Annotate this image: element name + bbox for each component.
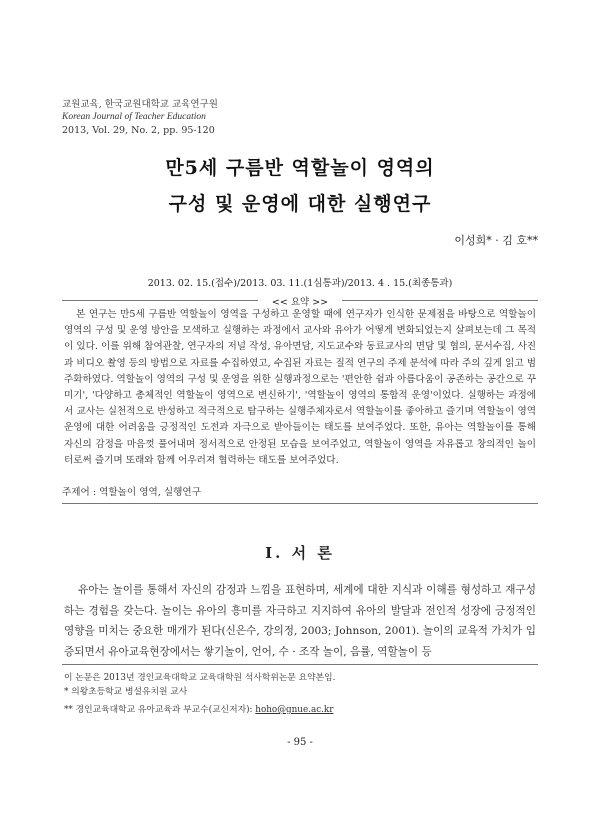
journal-volume: 2013, Vol. 29, No. 2, pp. 95-120 [62,125,215,136]
abstract-rule-right [342,300,538,301]
footnote-3-text: ** 경인교육대학교 유아교육과 부교수(교신저자): [64,705,256,715]
section-title: Ⅰ. 서 론 [265,544,335,562]
footnote-1: 이 논문은 2013년 경인교육대학교 교육대학원 석사학위논문 요약본임. [64,673,336,683]
keywords-divider [62,503,538,504]
page-number: - 95 - [287,737,313,748]
journal-english: Korean Journal of Teacher Education [62,112,206,122]
author-email-link[interactable]: hoho@gnue.ac.kr [255,705,334,715]
footnote-divider [62,664,538,665]
abstract-label: << 요약 >> [271,297,329,308]
abstract-text: 본 연구는 만5세 구름반 역할놀이 영역을 구성하고 운영할 때에 연구자가 인식한 문제점을 바탕으로 역할놀이 영역의 구성 및 운영 방안을 모색하고 실행하는 과정에서 교사와 유아가 어떻게 변화되었는지 살펴보는데 그 목적이 있다. 이를 위해 참여관찰, 연구자의 저널 작성, 유아면담, 지도교수와 동료교사의 면담 및 협의, 문서수집, 사진과 비디오 촬영 등의 방법으로 자료를 수집하였고, 수집된 자료는 질적 연구의 주제 분석에 따라 주의 깊게 읽고 범주화하였다. 역할놀이 영역의 구성 및 운영을 위한 실행과정으로는 '편안한 쉼과 아름다움이 공존하는 공간으로 꾸미기', '다양하고 총체적인 역할놀이 영역으로 변신하기', '역할놀이 영역의 통합적 운영'이었다. 실행하는 과정에서 교사는 실천적으로 반성하고 적극적으로 탐구하는 실행주체자로서 역할놀이를 좋아하고 즐기며 역할놀이 영역 운영에 대한 어려움을 긍정적인 도전과 자극으로 받아들이는 태도를 보여주었다. 또한, 유아는 역할놀이를 통해 자신의 감정을 마음껏 풀어내며 정서적으로 안정된 모습을 보여주었고, 역할놀이 영역을 자유롭고 창의적인 놀이터로써 즐기며 또래와 함께 어우러져 협력하는 태도를 보여주었다. [64,309,537,466]
footnote-2: * 의왕초등학교 병설유치원 교사 [64,687,188,697]
paper-title-line1: 만5세 구름반 역할놀이 영역의 [165,157,435,179]
review-dates: 2013. 02. 15.(접수)/2013. 03. 11.(1심통과)/2013. 4 . 15.(최종통과) [147,278,453,289]
footnote-3 [64,702,333,715]
body-paragraph: 유아는 놀이를 통해서 자신의 감정과 느낌을 표현하며, 세계에 대한 지식과 이해를 형성하고 재구성하는 경험을 갖는다. 놀이는 유아의 흥미를 자극하고 지지하여 유아의 발달과 전인적 성장에 긍정적인 영향을 미치는 중요한 매개가 된다(신은수, 강의정, 2003; Johnson, 2001). 놀이의 교육적 가치가 입증되면서 유아교육현장에서는 쌓기놀이, 언어, 수 · 조작 놀이, 음률, 역할놀이 등 [64,584,536,658]
keywords: 주제어 : 역할놀이 영역, 실행연구 [62,487,201,498]
journal-korean: 교원교육, 한국교원대학교 교육연구원 [62,99,218,110]
authors: 이성희* · 김 호** [454,234,538,247]
journal-info [62,98,218,137]
abstract-heading [62,294,538,306]
paper-title-line2: 구성 및 운영에 대한 실행연구 [168,193,432,215]
